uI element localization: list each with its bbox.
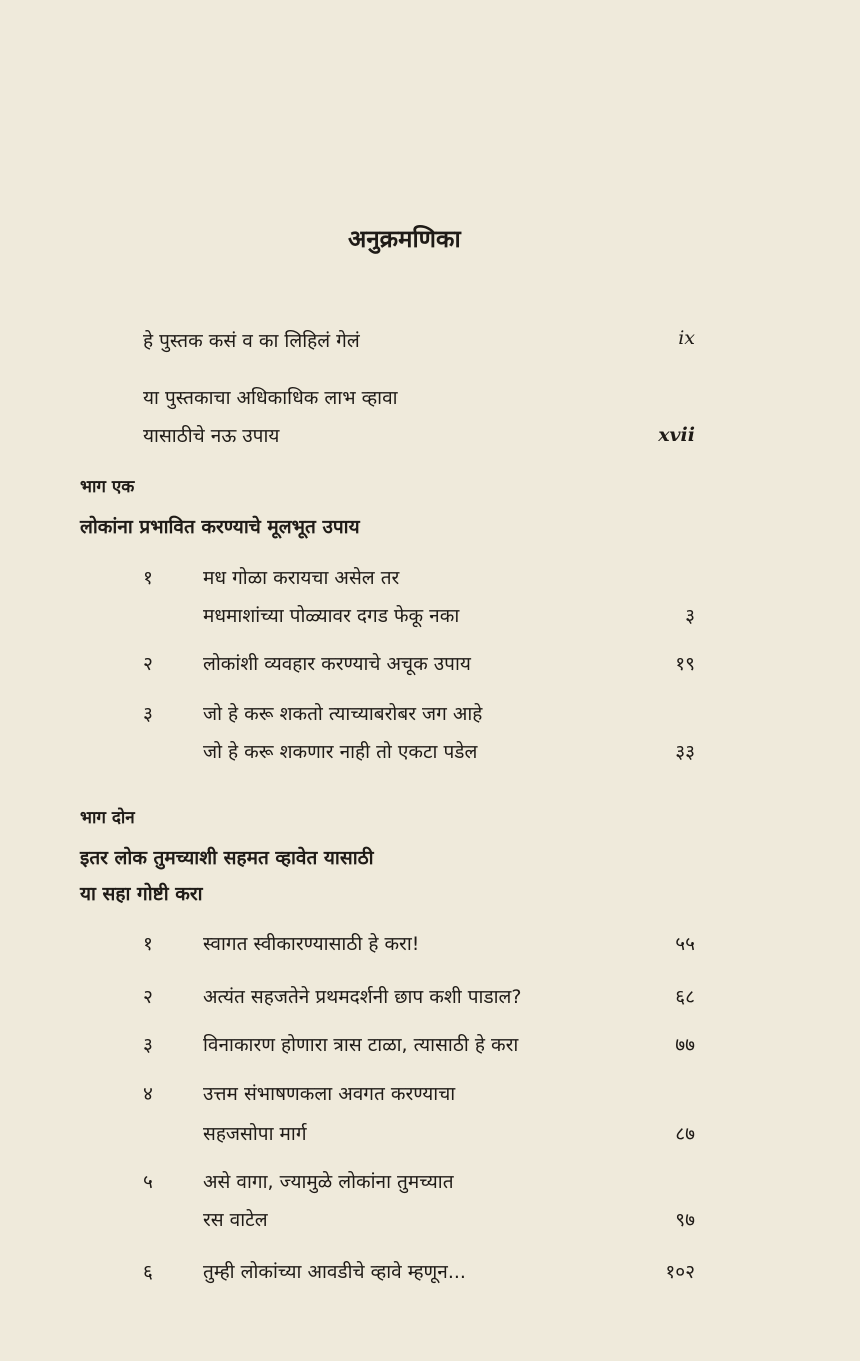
intro-entry-1-page: ix	[678, 327, 695, 349]
part-2-chapter-6-page: १०२	[665, 1261, 695, 1283]
intro-entry-2-line-2: यासाठीचे नऊ उपाय	[143, 425, 280, 447]
part-1-chapter-1-page: ३	[685, 605, 695, 627]
page-title: अनुक्रमणिका	[348, 225, 461, 253]
part-1-chapter-2-number: २	[143, 653, 153, 675]
part-2-chapter-4-page: ८७	[675, 1123, 695, 1145]
part-2-chapter-1-number: १	[143, 933, 153, 955]
part-1-chapter-3-line-2: जो हे करू शकणार नाही तो एकटा पडेल	[203, 741, 478, 763]
part-2-chapter-3-page: ७७	[675, 1034, 695, 1056]
part-1-chapter-2-page: १९	[675, 653, 695, 675]
part-2-chapter-2-line-1: अत्यंत सहजतेने प्रथमदर्शनी छाप कशी पाडाल?	[203, 986, 522, 1008]
part-2-chapter-1-page: ५५	[675, 933, 695, 955]
part-1-chapter-1-number: १	[143, 567, 153, 589]
part-1-chapter-2-line-1: लोकांशी व्यवहार करण्याचे अचूक उपाय	[203, 653, 471, 675]
part-2-chapter-3-line-1: विनाकारण होणारा त्रास टाळा, त्यासाठी हे करा	[203, 1034, 519, 1056]
part-2-chapter-5-number: ५	[143, 1171, 153, 1193]
part-2-chapter-4-line-1: उत्तम संभाषणकला अवगत करण्याचा	[203, 1083, 456, 1105]
part-2-chapter-6-line-1: तुम्ही लोकांच्या आवडीचे व्हावे म्हणून...	[203, 1261, 466, 1283]
part-1-chapter-1-line-2: मधमाशांच्या पोळ्यावर दगड फेकू नका	[203, 605, 460, 627]
intro-entry-2-line-1: या पुस्तकाचा अधिकाधिक लाभ व्हावा	[143, 387, 398, 409]
part-2-chapter-5-line-1: असे वागा, ज्यामुळे लोकांना तुमच्यात	[203, 1171, 454, 1193]
intro-entry-2-page: xvii	[658, 424, 695, 446]
part-1-title: लोकांना प्रभावित करण्याचे मूलभूत उपाय	[80, 516, 360, 538]
part-2-chapter-4-line-2: सहजसोपा मार्ग	[203, 1123, 307, 1145]
part-2-label: भाग दोन	[80, 808, 135, 828]
part-2-chapter-3-number: ३	[143, 1034, 153, 1056]
part-2-chapter-2-number: २	[143, 986, 153, 1008]
part-1-chapter-3-number: ३	[143, 703, 153, 725]
part-2-chapter-5-line-2: रस वाटेल	[203, 1209, 268, 1231]
part-2-title-line-1: इतर लोक तुमच्याशी सहमत व्हावेत यासाठी	[80, 847, 374, 869]
part-2-chapter-4-number: ४	[143, 1083, 153, 1105]
part-1-chapter-3-page: ३३	[675, 741, 695, 763]
part-2-chapter-5-page: ९७	[675, 1209, 695, 1231]
part-1-chapter-3-line-1: जो हे करू शकतो त्याच्याबरोबर जग आहे	[203, 703, 483, 725]
intro-entry-1-line-1: हे पुस्तक कसं व का लिहिलं गेलं	[143, 330, 360, 352]
part-1-chapter-1-line-1: मध गोळा करायचा असेल तर	[203, 567, 400, 589]
part-2-title-line-2: या सहा गोष्टी करा	[80, 883, 203, 905]
part-1-label: भाग एक	[80, 477, 135, 497]
part-2-chapter-2-page: ६८	[675, 986, 695, 1008]
part-2-chapter-6-number: ६	[143, 1261, 153, 1283]
part-2-chapter-1-line-1: स्वागत स्वीकारण्यासाठी हे करा!	[203, 933, 420, 955]
